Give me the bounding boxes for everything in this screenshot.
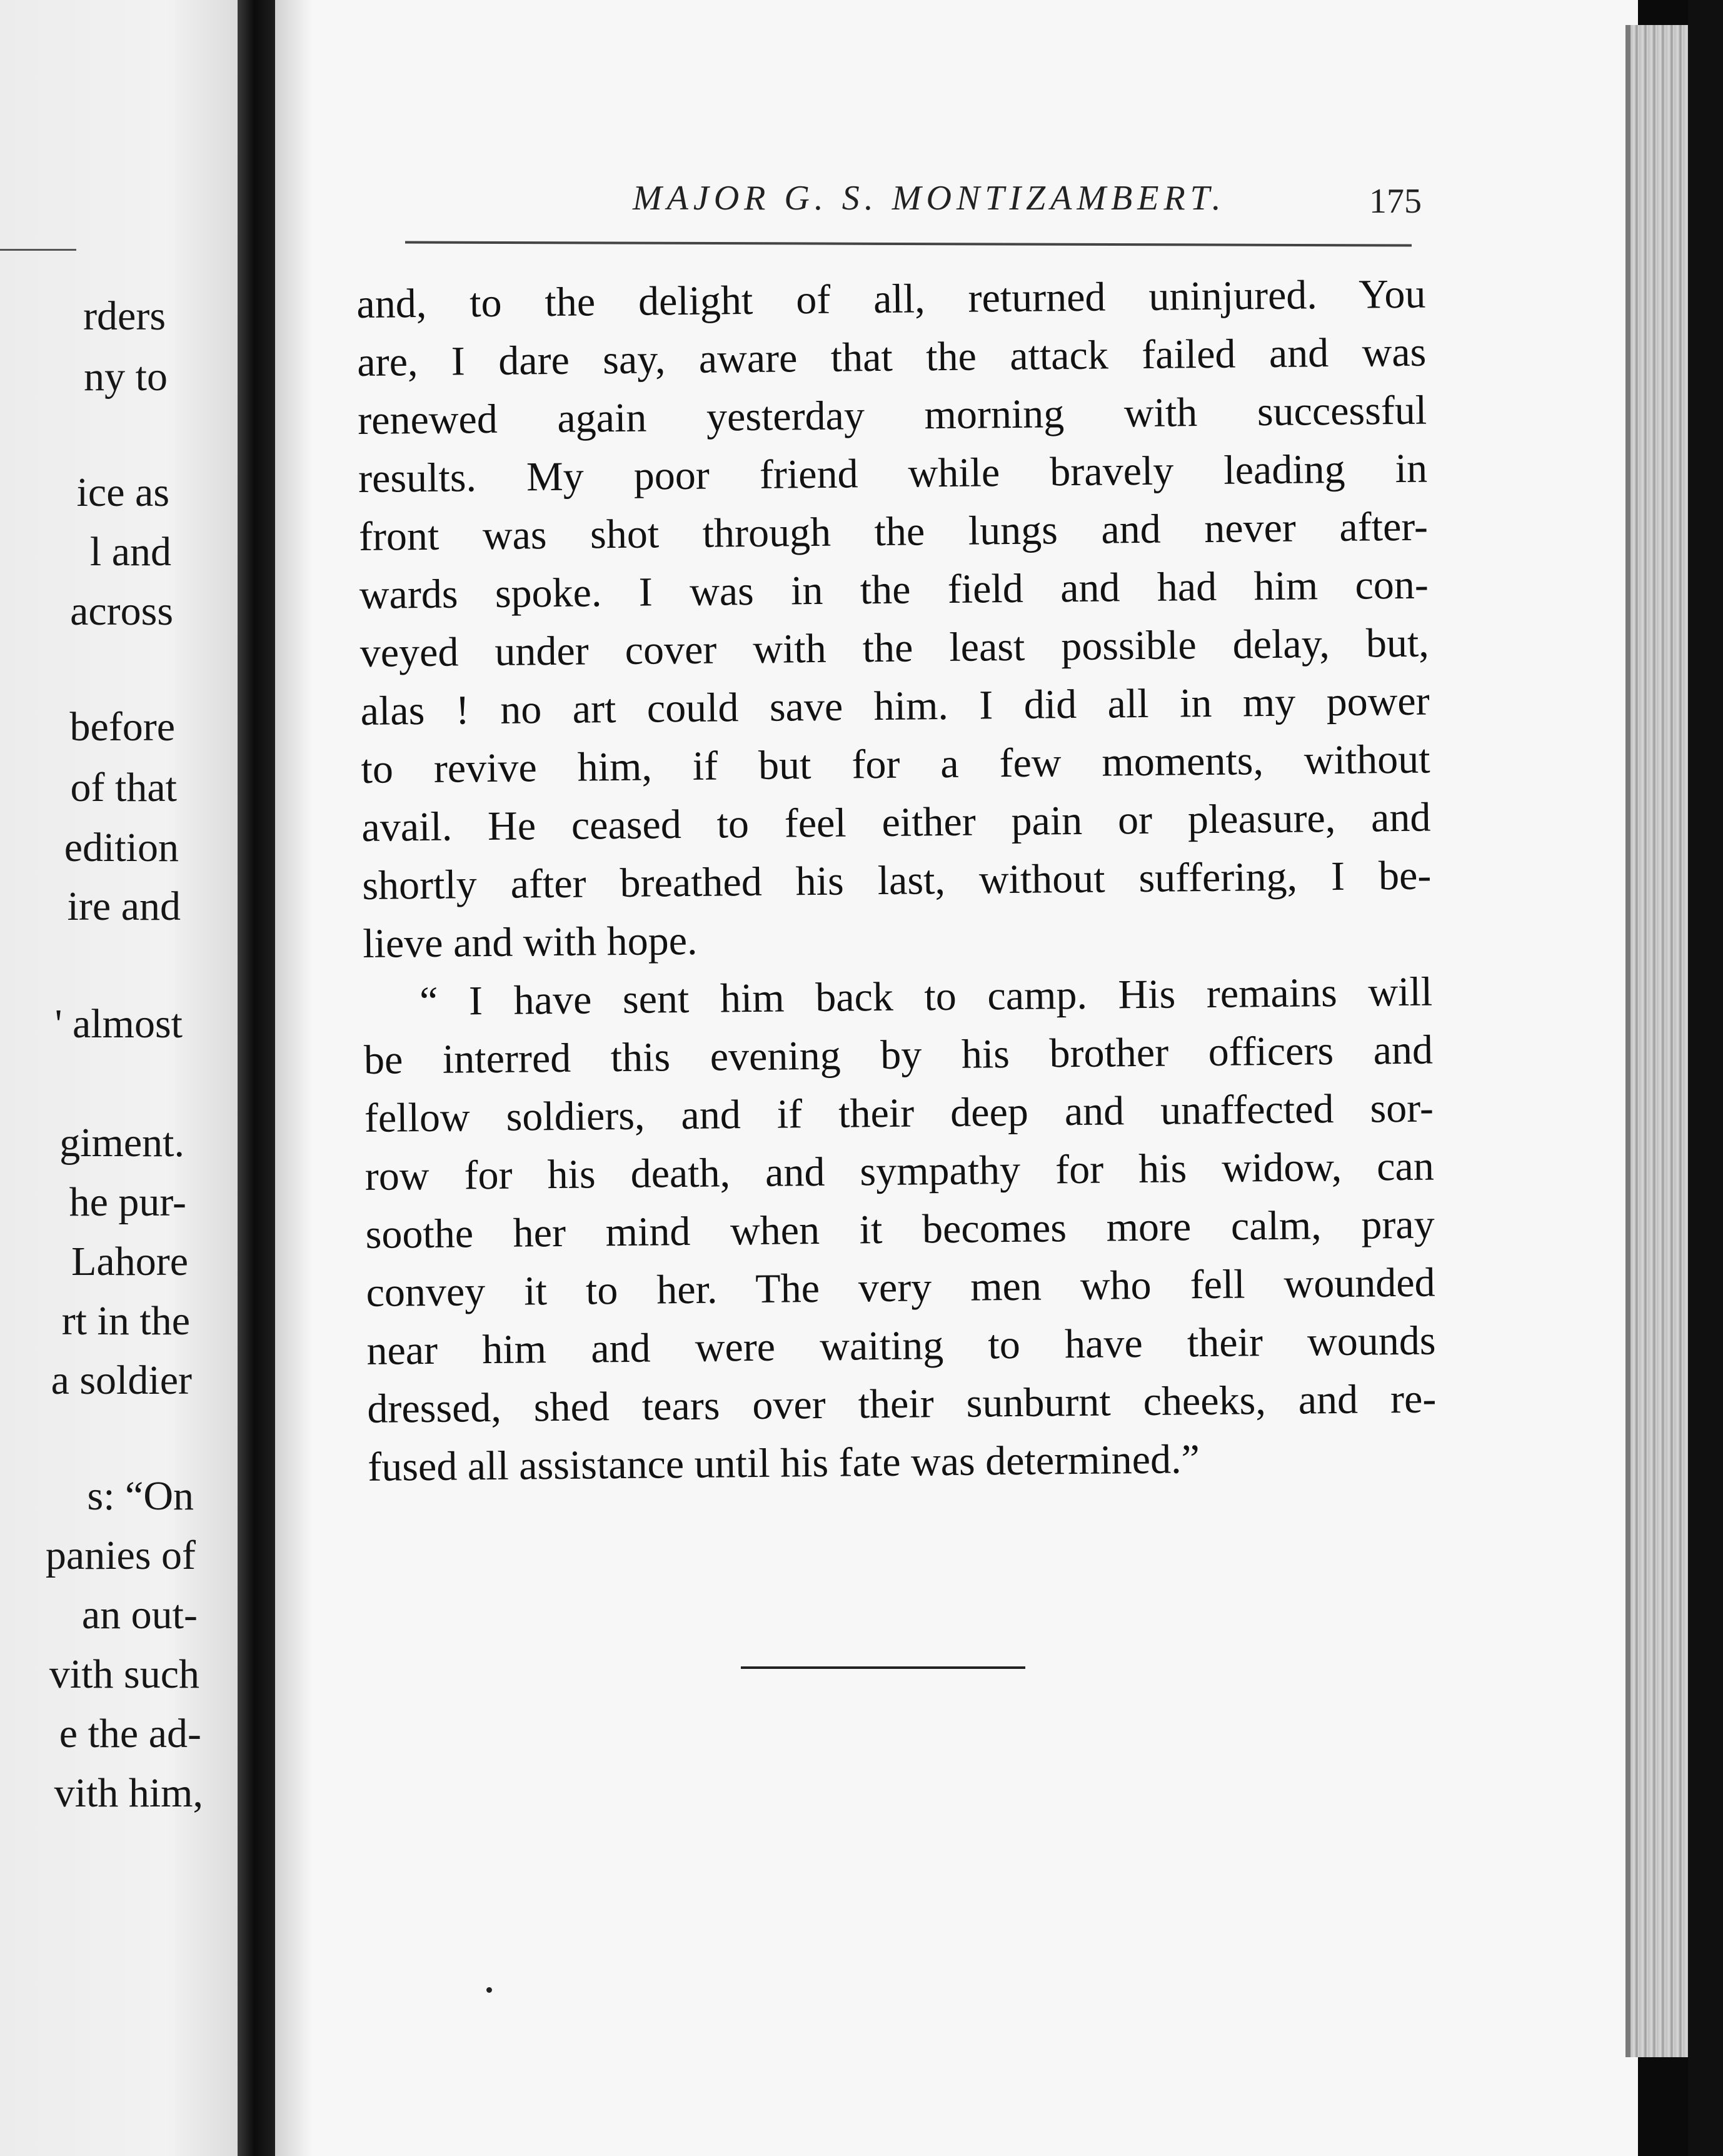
previous-page-line: ny to <box>84 354 168 400</box>
text-line: fellow soldiers, and if their deep and unaffected sor- <box>364 1085 1434 1141</box>
text-line: results. My poor friend while bravely leading in <box>358 445 1428 501</box>
text-line: renewed again yesterday morning with successful <box>357 387 1427 443</box>
text-line: dressed, shed tears over their sunburnt cheeks, and re- <box>367 1376 1437 1432</box>
previous-page-line: panies of <box>45 1533 196 1578</box>
text-line: fused all assistance until his fate was determined.” <box>367 1436 1200 1490</box>
page-number: 175 <box>1369 182 1422 221</box>
body-text <box>356 265 1437 1496</box>
text-line: alas ! no art could save him. I did all in my power <box>360 678 1430 734</box>
text-line: “ I have sent him back to camp. His remains will <box>419 969 1433 1025</box>
previous-page-line: a soldier <box>51 1358 192 1403</box>
ink-speck <box>486 1987 492 1993</box>
previous-page-line: vith him, <box>54 1770 203 1816</box>
previous-page-line: giment. <box>59 1120 184 1166</box>
running-head: MAJOR G. S. MONTIZAMBERT. <box>633 179 1226 218</box>
previous-page-line: edition <box>64 825 179 870</box>
previous-page-rule <box>0 249 76 251</box>
previous-page-line: s: “On <box>87 1473 194 1519</box>
previous-page-line: Lahore <box>71 1239 188 1284</box>
book-cover-edge <box>1688 0 1723 2156</box>
previous-page-line: of that <box>70 765 177 810</box>
previous-page-line: ire and <box>67 884 181 929</box>
text-line: to revive him, if but for a few moments, without <box>361 736 1430 792</box>
text-line: are, I dare say, aware that the attack failed and was <box>356 329 1427 385</box>
text-line: wards spoke. I was in the field and had him con- <box>359 562 1429 618</box>
text-line: front was shot through the lungs and never after- <box>358 503 1429 560</box>
text-line: lieve and with hope. <box>362 917 698 967</box>
previous-page-line: ice as <box>76 470 169 515</box>
previous-page-line: he pur- <box>69 1179 186 1225</box>
text-line: be interred this evening by his brother officers and <box>363 1027 1434 1083</box>
previous-page-line: rt in the <box>61 1298 190 1344</box>
end-rule <box>741 1666 1025 1669</box>
previous-page-line: ' almost <box>54 1001 183 1047</box>
text-line: convey it to her. The very men who fell wounded <box>366 1259 1435 1316</box>
text-line: soothe her mind when it becomes more calm, pray <box>365 1201 1435 1257</box>
text-line: row for his death, and sympathy for his widow, can <box>364 1143 1435 1199</box>
text-line: near him and were waiting to have their wounds <box>366 1317 1436 1374</box>
previous-page-line: vith such <box>49 1651 199 1697</box>
previous-page-line: e the ad- <box>59 1711 201 1756</box>
text-line: and, to the delight of all, returned uninjured. You <box>356 271 1426 327</box>
book-gutter <box>238 0 275 2156</box>
previous-page-line: before <box>69 704 175 750</box>
previous-page-line: across <box>70 588 173 634</box>
previous-page-line: an out- <box>81 1592 198 1638</box>
previous-page-line: rders <box>83 293 166 339</box>
previous-page-line: l and <box>89 529 171 575</box>
text-line: veyed under cover with the least possible delay, but, <box>359 620 1430 676</box>
previous-page <box>0 0 238 2156</box>
text-line: avail. He ceased to feel either pain or pleasure, and <box>361 794 1431 850</box>
text-line: shortly after breathed his last, without suffering, I be- <box>362 852 1432 909</box>
